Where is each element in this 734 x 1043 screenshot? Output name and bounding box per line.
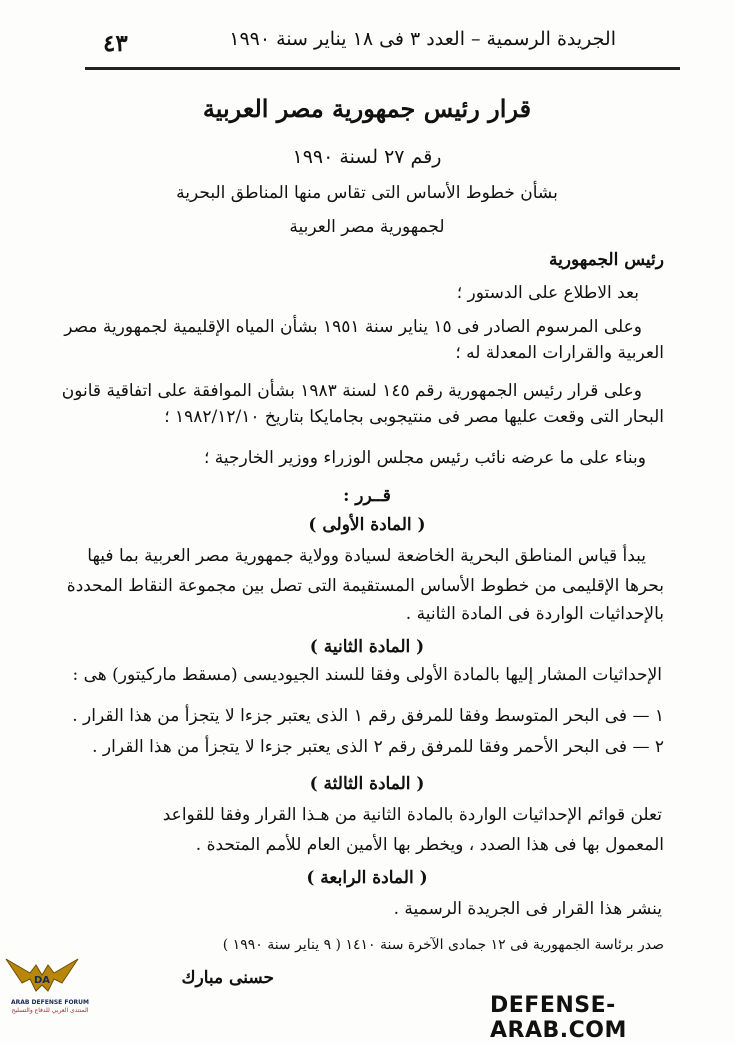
article-heading: ( المادة الرابعة ) (306, 868, 428, 888)
logo-subcaption: المنتدى العربي للدفاع والتسليح (11, 1007, 89, 1014)
article-heading: ( المادة الثالثة ) (309, 774, 425, 794)
article-line: المعمول بها فى هذا الصدد ، ويخطر بها الأمين العام للأمم المتحدة . (195, 835, 664, 855)
decree-number: رقم ٢٧ لسنة ١٩٩٠ (292, 146, 442, 168)
article-line: تعلن قوائم الإحداثيات الواردة بالمادة الثانية من هـذا القرار وفقا للقواعد (162, 805, 662, 825)
preamble-line: البحار التى وقعت عليها مصر فى منتيجوبى بجامايكا بتاريخ ١٩٨٢/١٢/١٠ ؛ (164, 407, 664, 427)
article-line: بالإحداثيات الواردة فى المادة الثانية . (405, 604, 664, 624)
site-watermark: DEFENSE-ARAB.COM (490, 993, 627, 1043)
preamble-line: وبناء على ما عرضه نائب رئيس مجلس الوزراء ووزير الخارجية ؛ (203, 448, 646, 468)
preamble-line: وعلى قرار رئيس الجمهورية رقم ١٤٥ لسنة ١٩٨٣ بشأن الموافقة على اتفاقية قانون (61, 381, 642, 401)
article-line: بحرها الإقليمى من خطوط الأساس المستقيمة التى تصل بين مجموعة النقاط المحددة (66, 576, 664, 596)
article-heading: ( المادة الثانية ) (309, 637, 425, 657)
article-line: ينشر هذا القرار فى الجريدة الرسمية . (393, 899, 662, 919)
page-number: ٤٣ (103, 30, 128, 57)
logo-caption: ARAB DEFENSE FORUM (10, 999, 90, 1006)
article-line: ١ — فى البحر المتوسط وفقا للمرفق رقم ١ الذى يعتبر جزءا لا يتجزأ من هذا القرار . (72, 706, 664, 726)
signature: حسنى مبارك (181, 968, 274, 988)
decree-subject-line-2: لجمهورية مصر العربية (289, 217, 445, 237)
forum-logo (10, 955, 90, 1017)
preamble-line: العربية والقرارات المعدلة له ؛ (455, 343, 664, 363)
header-rule (85, 67, 680, 70)
decree-subject-line-1: بشأن خطوط الأساس التى تقاس منها المناطق البحرية (176, 183, 558, 203)
decree-title: قرار رئيس جمهورية مصر العربية (202, 94, 532, 123)
logo-mark-text: DA (33, 975, 51, 986)
article-line: الإحداثيات المشار إليها بالمادة الأولى وفقا للسند الجيوديسى (مسقط ماركيتور) هى : (72, 665, 662, 685)
article-heading: ( المادة الأولى ) (308, 515, 426, 535)
decided-heading: قــرر : (343, 486, 391, 506)
preamble-line: بعد الاطلاع على الدستور ؛ (456, 283, 639, 303)
issue-date-line: صدر برئاسة الجمهورية فى ١٢ جمادى الآخرة سنة ١٤١٠ ( ٩ يناير سنة ١٩٩٠ ) (222, 937, 664, 953)
article-line: ٢ — فى البحر الأحمر وفقا للمرفق رقم ٢ الذى يعتبر جزءا لا يتجزأ من هذا القرار . (92, 737, 664, 757)
article-line: يبدأ قياس المناطق البحرية الخاضعة لسيادة وولاية جمهورية مصر العربية بما فيها (87, 546, 646, 566)
eagle-emblem-icon (2, 955, 82, 999)
preamble-line: وعلى المرسوم الصادر فى ١٥ يناير سنة ١٩٥١ بشأن المياه الإقليمية لجمهورية مصر (64, 317, 642, 337)
issuer-heading: رئيس الجمهورية (548, 250, 664, 270)
running-header: الجريدة الرسمية – العدد ٣ فى ١٨ يناير سنة ١٩٩٠ (229, 28, 616, 50)
